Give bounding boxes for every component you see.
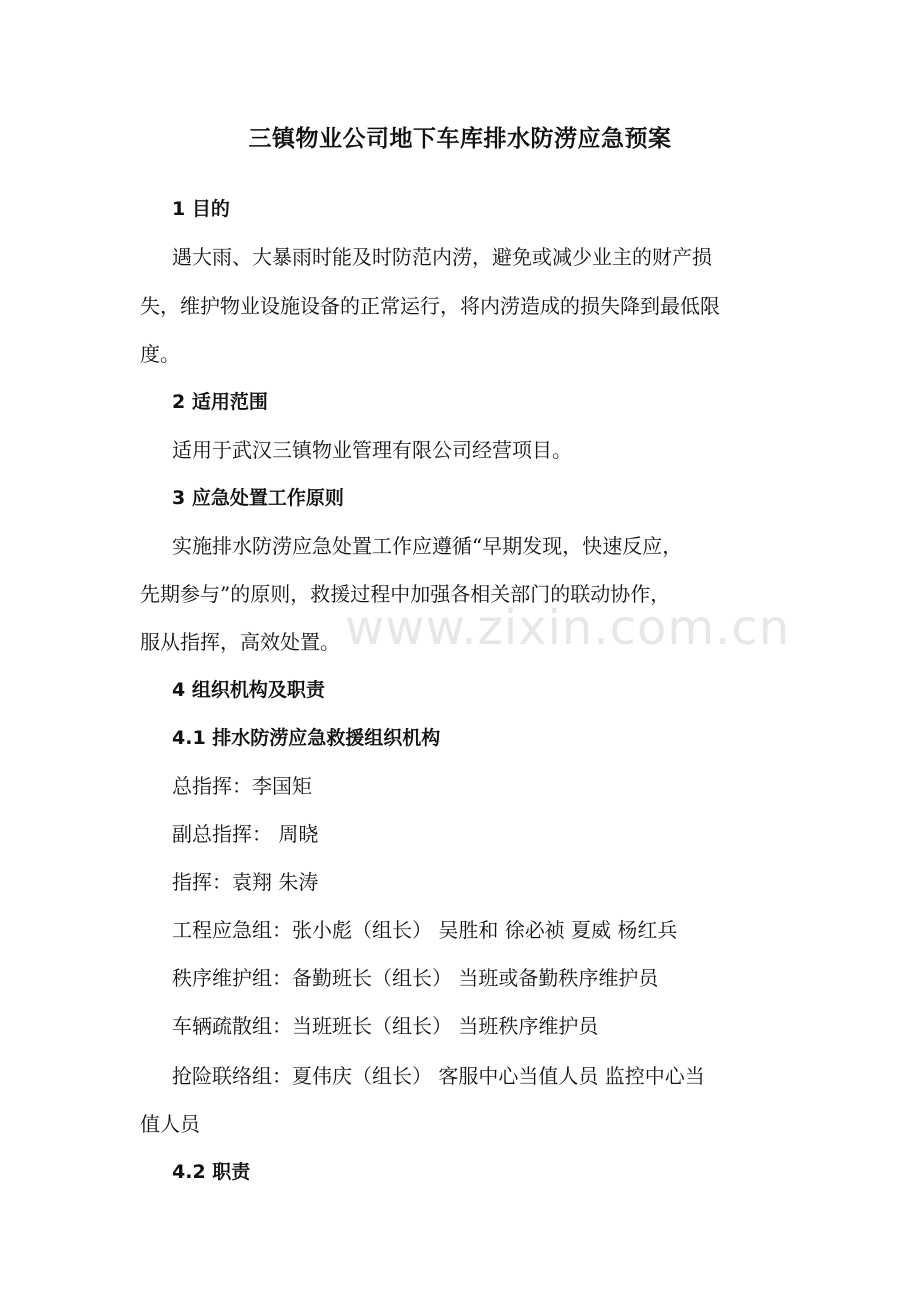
- liaison-team-line-2: 值人员: [140, 1112, 200, 1136]
- section-4-2-heading: 4.2 职责: [172, 1161, 251, 1183]
- section-1-paragraph-line-1: 遇大雨、大暴雨时能及时防范内涝，避免或减少业主的财产损: [172, 245, 712, 269]
- section-2-paragraph: 适用于武汉三镇物业管理有限公司经营项目。: [172, 438, 572, 462]
- directors-line: 指挥：袁翔 朱涛: [172, 870, 319, 894]
- liaison-team-line-1: 抢险联络组：夏伟庆（组长） 客服中心当值人员 监控中心当: [172, 1064, 705, 1088]
- section-1-paragraph-line-3: 度。: [140, 342, 180, 366]
- order-team-line: 秩序维护组：备勤班长（组长） 当班或备勤秩序维护员: [172, 966, 659, 990]
- commander-line: 总指挥：李国矩: [172, 774, 312, 798]
- section-1-heading: 1 目的: [172, 198, 230, 220]
- section-3-heading: 3 应急处置工作原则: [172, 487, 344, 509]
- section-4-heading: 4 组织机构及职责: [172, 679, 325, 701]
- section-3-paragraph-line-3: 服从指挥，高效处置。: [140, 630, 340, 654]
- section-1-paragraph-line-2: 失，维护物业设施设备的正常运行，将内涝造成的损失降到最低限: [140, 294, 720, 318]
- document-title: 三镇物业公司地下车库排水防涝应急预案: [248, 126, 672, 152]
- watermark: www.zixin.com.cn: [345, 600, 791, 656]
- section-3-paragraph-line-1: 实施排水防涝应急处置工作应遵循“早期发现，快速反应，: [172, 534, 683, 558]
- evacuation-team-line: 车辆疏散组：当班班长（组长） 当班秩序维护员: [172, 1014, 599, 1038]
- deputy-commander-line: 副总指挥： 周晓: [172, 822, 319, 846]
- section-2-heading: 2 适用范围: [172, 391, 268, 413]
- section-3-paragraph-line-2: 先期参与”的原则，救援过程中加强各相关部门的联动协作，: [140, 582, 671, 606]
- section-4-1-heading: 4.1 排水防涝应急救援组织机构: [172, 727, 441, 749]
- engineering-team-line: 工程应急组：张小彪（组长） 吴胜和 徐必祯 夏威 杨红兵: [172, 918, 678, 942]
